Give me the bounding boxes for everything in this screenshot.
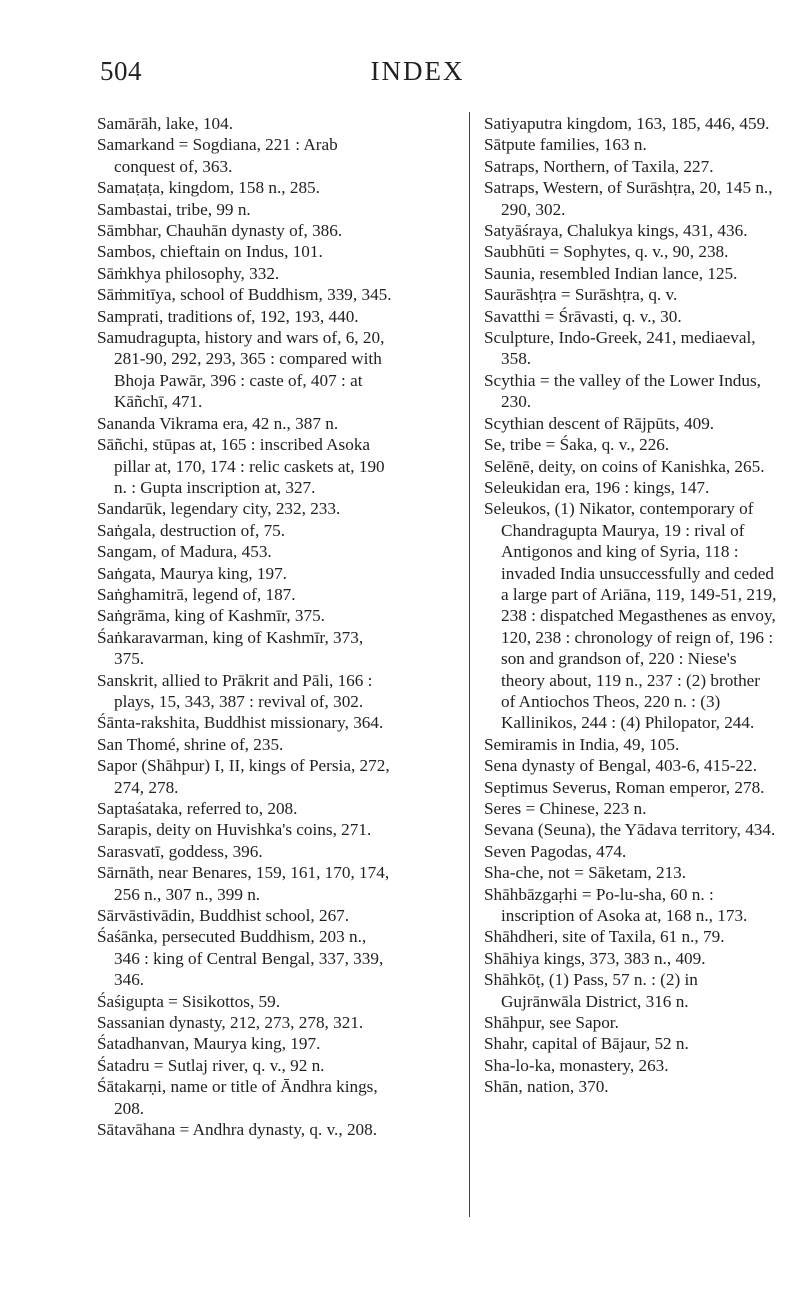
index-entry: Saurāshṭra = Surāshṭra, q. v. (484, 285, 678, 305)
right-index-column (484, 113, 778, 1098)
index-entry: Satyāśraya, Chalukya kings, 431, 436. (484, 221, 748, 241)
index-entry: Selēnē, deity, on coins of Kanishka, 265. (484, 456, 765, 476)
index-entry: Sarapis, deity on Huvishka's coins, 271. (97, 820, 372, 840)
index-entry: Śaśigupta = Sisikottos, 59. (97, 991, 281, 1011)
index-entry: Saṅgala, destruction of, 75. (97, 520, 286, 540)
index-entry: Scythia = the valley of the Lower Indus, 230. (484, 370, 761, 412)
index-entry: Seven Pagodas, 474. (484, 841, 627, 861)
index-entry: Sassanian dynasty, 212, 273, 278, 321. (97, 1013, 364, 1033)
index-entry: Śaśānka, persecuted Buddhism, 203 n., 346 : king of Central Bengal, 337, 339, 346. (97, 927, 384, 990)
index-entry: Satraps, Northern, of Taxila, 227. (484, 156, 714, 176)
page-number: 504 (100, 56, 142, 86)
index-entry: Sambos, chieftain on Indus, 101. (97, 242, 323, 262)
index-entry: Saṅgata, Maurya king, 197. (97, 563, 287, 583)
index-entry: Sanskrit, allied to Prākrit and Pāli, 166 : plays, 15, 343, 387 : revival of, 302. (97, 670, 373, 711)
index-entry: Satiyaputra kingdom, 163, 185, 446, 459. (484, 114, 770, 133)
index-entry: Seres = Chinese, 223 n. (484, 799, 647, 818)
index-entry: Sārvāstivādin, Buddhist school, 267. (97, 906, 350, 926)
index-entry: Śaṅkaravarman, king of Kashmīr, 373, 375. (97, 627, 364, 669)
index-entry: Scythian descent of Rājpūts, 409. (484, 413, 715, 433)
index-entry: Sāṁmitīya, school of Buddhism, 339, 345. (97, 285, 392, 305)
index-entry: Samaṭaṭa, kingdom, 158 n., 285. (97, 178, 320, 198)
index-entry: Śānta-rakshita, Buddhist missionary, 364. (97, 713, 384, 733)
index-entry: Samprati, traditions of, 192, 193, 440. (97, 306, 359, 326)
page-title: INDEX (370, 56, 465, 86)
index-entry: Sambastai, tribe, 99 n. (97, 199, 251, 219)
index-entry: Shahr, capital of Bājaur, 52 n. (484, 1034, 689, 1054)
index-entry: Sananda Vikrama era, 42 n., 387 n. (97, 413, 339, 433)
index-entry: Śatadhanvan, Maurya king, 197. (97, 1034, 321, 1054)
index-entry: Shān, nation, 370. (484, 1077, 609, 1097)
index-entry: Sena dynasty of Bengal, 403-6, 415-22. (484, 756, 758, 776)
index-entry: Sarasvatī, goddess, 396. (97, 841, 263, 861)
index-entry: Seleukidan era, 196 : kings, 147. (484, 477, 710, 497)
index-entry: Shāhiya kings, 373, 383 n., 409. (484, 948, 706, 968)
index-entry: Saubhūti = Sophytes, q. v., 90, 238. (484, 242, 729, 262)
page-header (100, 56, 735, 96)
index-entry: Sapor (Shāhpur) I, II, kings of Persia, 272, 274, 278. (97, 756, 390, 797)
index-entry: Sha-lo-ka, monastery, 263. (484, 1055, 669, 1075)
left-index-column (97, 113, 393, 1141)
index-entry: Savatthi = Śrāvasti, q. v., 30. (484, 306, 682, 326)
index-entry: Satraps, Western, of Surāshṭra, 20, 145 n., 290, 302. (484, 178, 773, 219)
index-entry: Shāhbāzgaṛhi = Po-lu-sha, 60 n. : inscription of Asoka at, 168 n., 173. (484, 884, 748, 926)
index-entry: Semiramis in India, 49, 105. (484, 734, 680, 754)
index-entry: Sculpture, Indo-Greek, 241, mediaeval, 358. (484, 328, 756, 369)
index-entry: Śātakarṇi, name or title of Āndhra kings, 208. (97, 1077, 378, 1118)
index-entry: Septimus Severus, Roman emperor, 278. (484, 777, 765, 797)
index-entry: Seleukos, (1) Nikator, contemporary of Chandragupta Maurya, 19 : rival of Antigonos and king of Syria, 118 : invaded India unsuccessfully and ceded a large part of Ariāna, 119, 149-51, 219, 238 : dispatched Megasthenes as envoy, 120, 238 : chronology of reign of, 196 : son and grandson of, 220 : Niese's theory about, 119 n., 237 : (2) brother of Antiochos Theos, 220 n. : (3) Kallinikos, 244 : (4) Philopator, 244. (484, 499, 777, 733)
index-entry: Saṅgrāma, king of Kashmīr, 375. (97, 606, 325, 626)
index-entry: Saptaśataka, referred to, 208. (97, 799, 298, 818)
index-entry: San Thomé, shrine of, 235. (97, 734, 284, 754)
index-entry: Sāṁkhya philosophy, 332. (97, 263, 280, 283)
index-entry: Sangam, of Madura, 453. (97, 542, 272, 562)
index-entry: Samarkand = Sogdiana, 221 : Arab conquest of, 363. (97, 135, 338, 176)
index-entry: Sāmbhar, Chauhān dynasty of, 386. (97, 221, 343, 241)
index-entry: Sāñchi, stūpas at, 165 : inscribed Asoka pillar at, 170, 174 : relic caskets at, 190 n. : Gupta inscription at, 327. (97, 435, 385, 497)
index-entry: Sātavāhana = Andhra dynasty, q. v., 208. (97, 1120, 378, 1140)
index-entry: Shāhdheri, site of Taxila, 61 n., 79. (484, 927, 725, 947)
index-entry: Sātpute families, 163 n. (484, 135, 647, 155)
index-entry: Se, tribe = Śaka, q. v., 226. (484, 435, 670, 455)
index-entry: Shāhpur, see Sapor. (484, 1013, 619, 1033)
index-entry: Sārnāth, near Benares, 159, 161, 170, 174, 256 n., 307 n., 399 n. (97, 863, 390, 904)
index-entry: Saṅghamitrā, legend of, 187. (97, 584, 296, 604)
column-divider (469, 112, 470, 1217)
index-entry: Samārāh, lake, 104. (97, 114, 234, 133)
index-entry: Sha-che, not = Sāketam, 213. (484, 863, 687, 883)
index-entry: Shāhkōṭ, (1) Pass, 57 n. : (2) in Gujrānwāla District, 316 n. (484, 970, 698, 1011)
index-entry: Śatadru = Sutlaj river, q. v., 92 n. (97, 1055, 325, 1075)
index-entry: Sevana (Seuna), the Yādava territory, 434. (484, 820, 776, 840)
index-entry: Samudragupta, history and wars of, 6, 20, 281-90, 292, 293, 365 : compared with Bhoja Pawār, 396 : caste of, 407 : at Kāñchī, 471. (97, 328, 385, 412)
index-entry: Saunia, resembled Indian lance, 125. (484, 263, 738, 283)
index-entry: Sandarūk, legendary city, 232, 233. (97, 499, 341, 519)
